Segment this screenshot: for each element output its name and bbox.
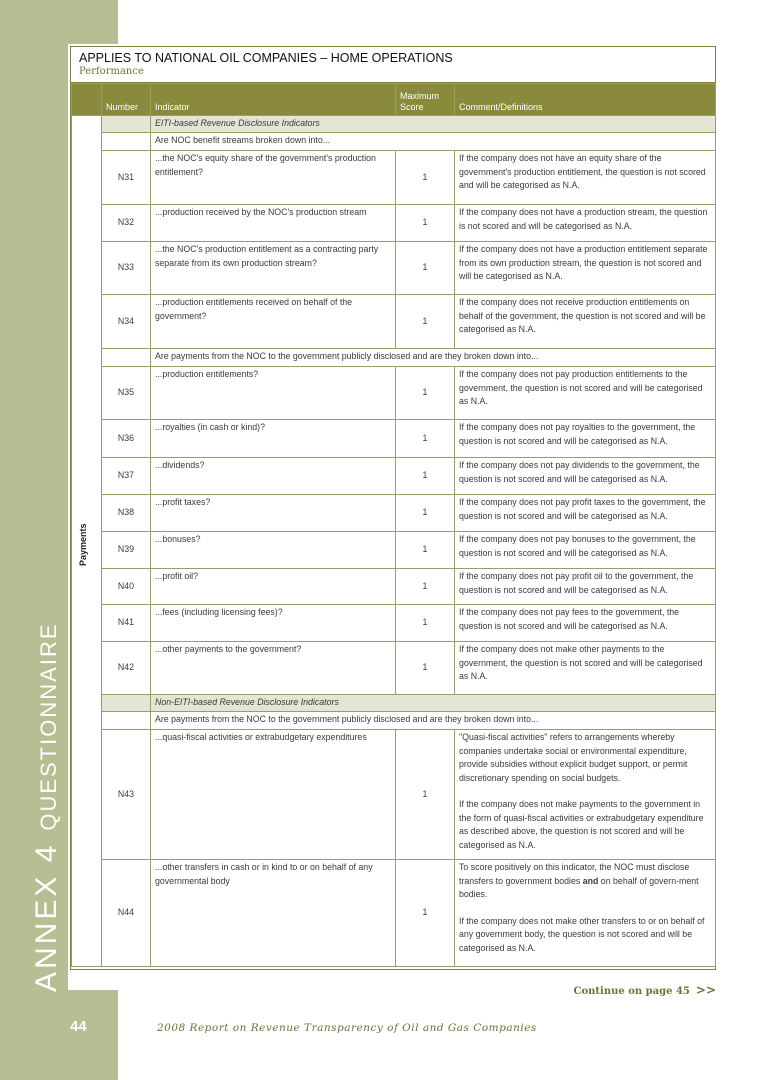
row-score: 1 [396,532,455,569]
question-number-cell [102,349,151,367]
comment-bold-text: and [582,875,599,886]
row-score: 1 [396,495,455,532]
questionnaire-frame [70,46,716,970]
comment-paragraph [459,861,711,902]
section-row [72,116,716,133]
row-number: N40 [102,569,151,605]
row-comment: If the company does not pay profit taxes to the government, the question is not scored and will be categorised as N.A. [455,495,716,532]
comment-paragraph: If the company does not make other transfers to or on behalf of any government body, the question is not scored and will be categorised as N.A. [459,915,705,953]
table-row [72,860,716,967]
row-indicator: ...profit oil? [151,569,396,605]
double-chevron-right-icon: >> [695,983,716,997]
table-row [72,730,716,860]
page-number: 44 [70,1018,87,1035]
row-number: N41 [102,605,151,642]
table-row [72,151,716,205]
row-score: 1 [396,458,455,495]
row-number: N36 [102,420,151,458]
row-number: N39 [102,532,151,569]
table-row [72,295,716,349]
table-row [72,495,716,532]
row-score: 1 [396,295,455,349]
row-score: 1 [396,860,455,967]
row-score: 1 [396,605,455,642]
row-comment: If the company does not have a production entitlement separate from its own production stream, the question is not scored and will be categorised as N.A. [455,242,716,295]
column-header-indicator: Indicator [151,84,396,116]
row-comment: If the company does not pay production entitlements to the government, the question is not scored and will be categorised as N.A. [455,367,716,420]
table-row [72,532,716,569]
row-indicator: ...dividends? [151,458,396,495]
column-header-blank [72,84,102,116]
row-comment: If the company does not pay fees to the government, the question is not scored and will be categorised as N.A. [455,605,716,642]
row-number: N31 [102,151,151,205]
continue-text: Continue on page 45 [573,986,690,997]
question-row [72,133,716,151]
row-comment: If the company does not pay bonuses to the government, the question is not scored and will be categorised as N.A. [455,532,716,569]
payments-label: Payments [78,523,88,566]
row-score: 1 [396,730,455,860]
row-score: 1 [396,569,455,605]
row-indicator: ...production entitlements received on behalf of the government? [151,295,396,349]
question-row [72,349,716,367]
question-row [72,712,716,730]
row-number: N44 [102,860,151,967]
section-number-cell [102,695,151,712]
row-indicator: ...quasi-fiscal activities or extrabudgetary expenditures [151,730,396,860]
column-header-number: Number [102,84,151,116]
row-comment: If the company does not receive production entitlements on behalf of the government, the question is not scored and will be categorised as N.A. [455,295,716,349]
continue-link[interactable] [574,983,716,997]
column-header-max-score: Maximum Score [396,84,455,116]
table-row [72,242,716,295]
table-row [72,642,716,695]
row-comment: If the company does not make other payments to the government, the question is not scored and will be categorised as N.A. [455,642,716,695]
row-number: N37 [102,458,151,495]
row-comment: If the company does not pay dividends to the government, the question is not scored and will be categorised as N.A. [455,458,716,495]
row-indicator: ...bonuses? [151,532,396,569]
comment-text: on behalf of govern-ment bodies. [459,875,699,899]
section-non-eiti: Non-EITI-based Revenue Disclosure Indicators [151,695,716,712]
row-indicator: ...production received by the NOC's production stream [151,205,396,242]
row-number: N34 [102,295,151,349]
row-number: N38 [102,495,151,532]
row-number: N43 [102,730,151,860]
question-3: Are payments from the NOC to the government publicly disclosed and are they broken down into... [151,712,716,730]
row-indicator: ...other payments to the government? [151,642,396,695]
section-row [72,695,716,712]
row-score: 1 [396,367,455,420]
row-score: 1 [396,642,455,695]
row-number: N35 [102,367,151,420]
table-row [72,420,716,458]
payments-side-cell [72,116,102,967]
row-indicator: ...profit taxes? [151,495,396,532]
table-row [72,458,716,495]
footer-report-title: 2008 Report on Revenue Transparency of Oil and Gas Companies [157,1022,537,1034]
comment-paragraph: "Quasi-fiscal activities" refers to arrangements whereby companies undertake social or environmental expenditure, provide subsidies without explicit budget support, or permit discretionary spending on social budgets. [459,732,688,783]
table-row [72,569,716,605]
row-score: 1 [396,242,455,295]
annex-side-title [30,622,64,992]
section-number-cell [102,116,151,133]
annex-label: ANNEX 4 [30,842,63,992]
question-2: Are payments from the NOC to the government publicly disclosed and are they broken down into... [151,349,716,367]
row-indicator: ...other transfers in cash or in kind to or on behalf of any governmental body [151,860,396,967]
row-indicator: ...production entitlements? [151,367,396,420]
row-comment [455,860,716,967]
column-header-comment: Comment/Definitions [455,84,716,116]
row-indicator: ...fees (including licensing fees)? [151,605,396,642]
row-number: N42 [102,642,151,695]
row-indicator: ...the NOC's equity share of the government's production entitlement? [151,151,396,205]
table-row [72,605,716,642]
comment-paragraph: If the company does not make payments to the government in the form of quasi-fiscal activities or extrabudgetary expenditure as described above, the question is not scored and will be categorised as N.A. [459,799,704,850]
table-row [72,205,716,242]
row-number: N33 [102,242,151,295]
row-score: 1 [396,151,455,205]
comment-text: To score positively on this indicator, the NOC must disclose transfers to government bodies [459,862,690,886]
row-score: 1 [396,420,455,458]
row-comment [455,730,716,860]
row-comment: If the company does not pay royalties to the government, the question is not scored and will be categorised as N.A. [455,420,716,458]
row-comment: If the company does not have a production stream, the question is not scored and will be categorised as N.A. [455,205,716,242]
row-score: 1 [396,205,455,242]
page-title: APPLIES TO NATIONAL OIL COMPANIES – HOME OPERATIONS [79,51,453,65]
questionnaire-label: QUESTIONNAIRE [36,622,61,831]
question-number-cell [102,712,151,730]
row-indicator: ...royalties (in cash or kind)? [151,420,396,458]
section-eiti: EITI-based Revenue Disclosure Indicators [151,116,716,133]
row-number: N32 [102,205,151,242]
table-row [72,367,716,420]
table-header-box [71,47,715,83]
row-comment: If the company does not pay profit oil to the government, the question is not scored and will be categorised as N.A. [455,569,716,605]
row-indicator: ...the NOC's production entitlement as a contracting party separate from its own production stream? [151,242,396,295]
row-comment: If the company does not have an equity share of the government's production entitlement, the question is not scored and will be categorised as N.A. [455,151,716,205]
indicator-table [71,83,716,967]
page-subtitle: Performance [79,66,144,77]
question-1: Are NOC benefit streams broken down into... [151,133,716,151]
column-header-row [72,84,716,116]
question-number-cell [102,133,151,151]
